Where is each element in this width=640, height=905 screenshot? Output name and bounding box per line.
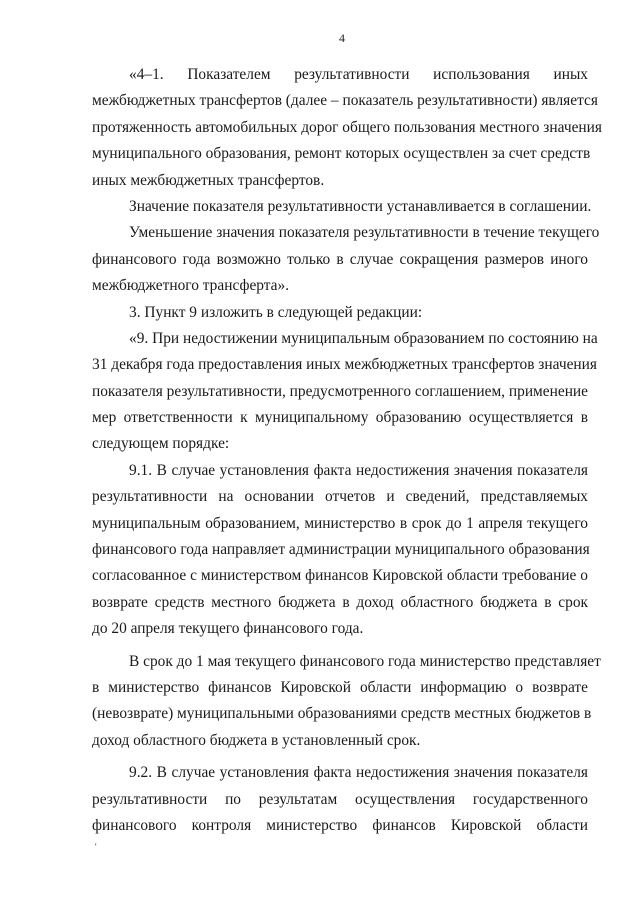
text-line: (невозврате) муниципальными образованиями средств местных бюджетов в bbox=[92, 705, 592, 723]
text-line: муниципальным образованием, министерство в срок до 1 апреля текущего bbox=[92, 514, 588, 532]
text-line: 9.2. В случае установления факта недостижения значения показателя bbox=[129, 764, 588, 782]
text-line: иных межбюджетных трансфертов. bbox=[92, 171, 325, 189]
text-line: муниципального образования, ремонт которых осуществлен за счет средств bbox=[92, 145, 591, 163]
text-line: следующем порядке: bbox=[92, 435, 230, 453]
text-line: протяженность автомобильных дорог общего пользования местного значения bbox=[92, 118, 602, 136]
page-number: 4 bbox=[339, 31, 345, 45]
text-line: согласованное с министерством финансов Кировской области требование о bbox=[92, 567, 588, 585]
text-line: 9.1. В случае установления факта недостижения значения показателя bbox=[129, 461, 588, 479]
text-line: Уменьшение значения показателя результативности в течение текущего bbox=[129, 224, 600, 242]
text-line: финансового года направляет администрации муниципального образования bbox=[92, 541, 590, 559]
text-line: межбюджетного трансферта». bbox=[92, 277, 290, 295]
text-line: финансового контроля министерство финансов Кировской области bbox=[92, 816, 588, 834]
text-line: Значение показателя результативности устанавливается в соглашении. bbox=[129, 197, 592, 215]
text-line: показателя результативности, предусмотренного соглашением, применение bbox=[92, 382, 588, 400]
text-line: возврате средств местного бюджета в доход областного бюджета в срок bbox=[92, 593, 588, 611]
text-line: 3. Пункт 9 изложить в следующей редакции: bbox=[129, 303, 423, 321]
text-line: «4–1. Показателем результативности использования иных bbox=[129, 66, 588, 83]
body-text bbox=[92, 62, 602, 839]
text-line: до 20 апреля текущего финансового года. bbox=[92, 620, 364, 638]
text-line: в министерство финансов Кировской области информацию о возврате bbox=[92, 678, 588, 696]
text-line: «9. При недостижении муниципальным образованием по состоянию на bbox=[129, 329, 598, 347]
text-line: доход областного бюджета в установленный срок. bbox=[92, 731, 421, 749]
text-line: финансового года возможно только в случае сокращения размеров иного bbox=[92, 250, 588, 268]
text-line: результативности на основании отчетов и сведений, представляемых bbox=[92, 488, 588, 506]
stray-mark: ʻ bbox=[94, 842, 98, 853]
text-line: В срок до 1 мая текущего финансового года министерство представляет bbox=[129, 652, 601, 670]
text-line: мер ответственности к муниципальному образованию осуществляется в bbox=[92, 409, 588, 427]
text-line: результативности по результатам осуществления государственного bbox=[92, 790, 588, 808]
text-line: межбюджетных трансфертов (далее – показатель результативности) является bbox=[92, 92, 598, 110]
text-line: 31 декабря года предоставления иных межбюджетных трансфертов значения bbox=[92, 356, 597, 374]
